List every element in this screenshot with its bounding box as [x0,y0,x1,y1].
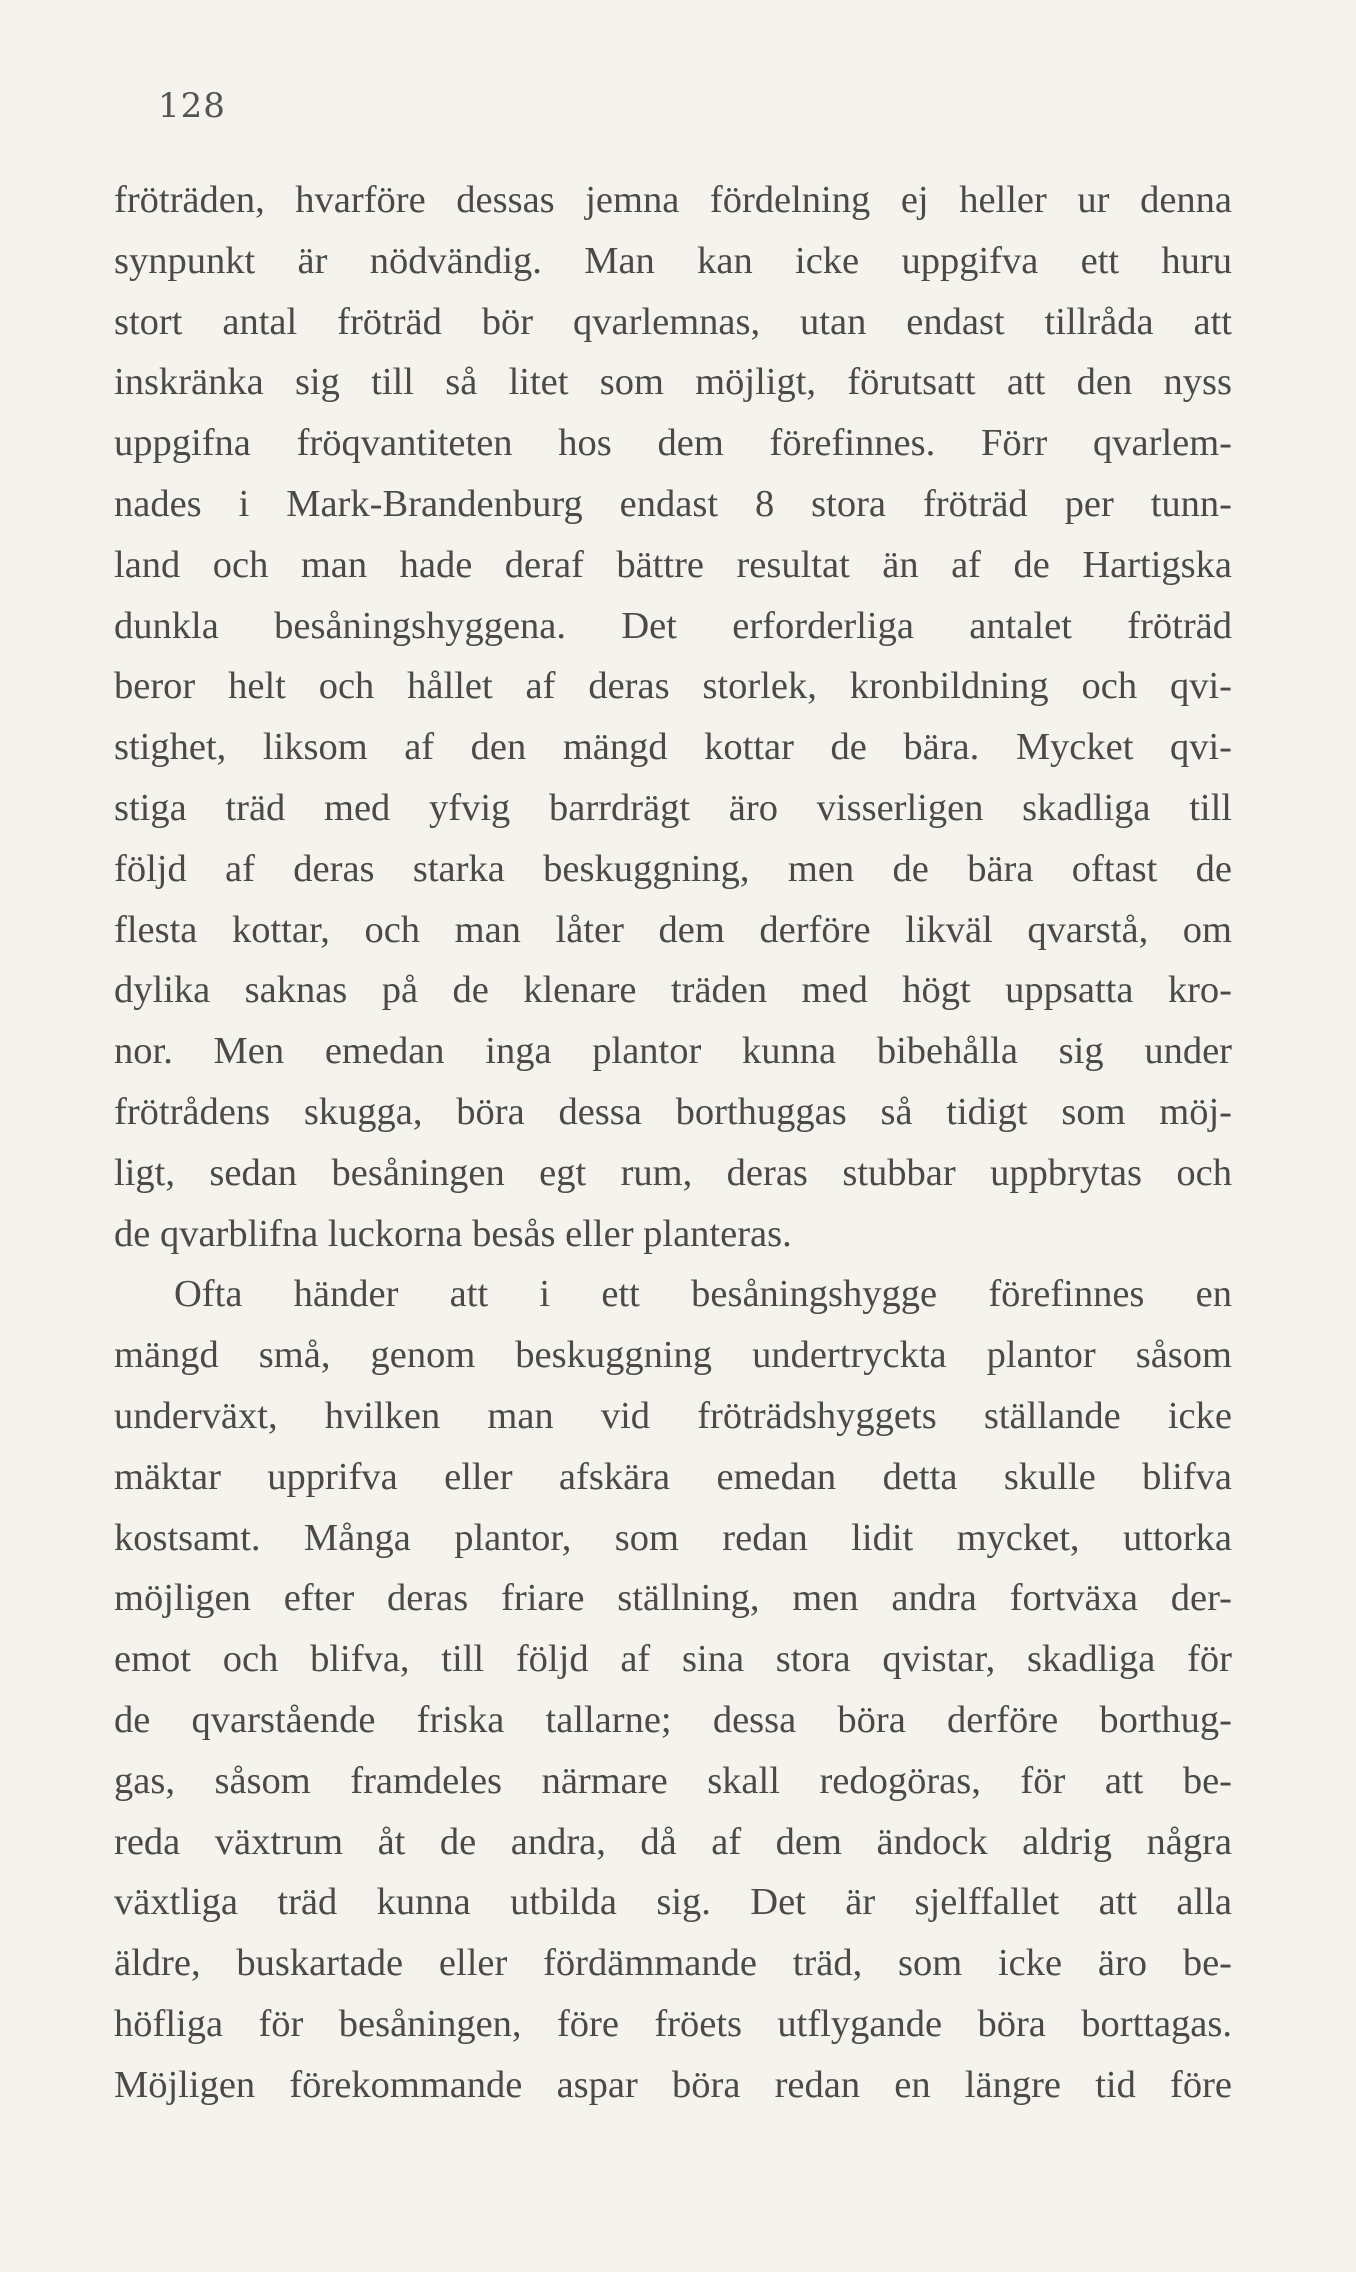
text-line: stiga träd med yfvig barrdrägt äro visserligen skadliga till [114,786,1232,829]
text-line: växtliga träd kunna utbilda sig. Det är sjelffallet att alla [114,1881,1232,1924]
text-line: de qvarstående friska tallarne; dessa böra derföre borthug- [114,1698,1232,1741]
text-line: äldre, buskartade eller fördämmande träd, som icke äro be- [114,1942,1232,1985]
text-line: kostsamt. Många plantor, som redan lidit mycket, uttorka [114,1516,1232,1559]
text-line: fröträden, hvarföre dessas jemna fördelning ej heller ur denna [114,179,1232,221]
text-line: dunkla besåningshyggena. Det erforderliga antalet fröträd [114,604,1232,647]
text-line: mängd små, genom beskuggning undertryckta plantor såsom [114,1334,1232,1377]
text-line: nades i Mark-Brandenburg endast 8 stora fröträd per tunn- [114,482,1232,525]
text-line: synpunkt är nödvändig. Man kan icke uppgifva ett huru [114,239,1232,282]
text-line: höfliga för besåningen, före fröets utflygande böra borttagas. [114,2002,1232,2045]
body-text [114,170,1232,2116]
text-line: land och man hade deraf bättre resultat än af de Hartigska [114,543,1232,586]
text-line: uppgifna fröqvantiteten hos dem förefinnes. Förr qvarlem- [114,422,1232,465]
text-line: reda växtrum åt de andra, då af dem ändock aldrig några [114,1820,1232,1863]
text-line: gas, såsom framdeles närmare skall redogöras, för att be- [114,1759,1232,1802]
text-line: nor. Men emedan inga plantor kunna bibehålla sig under [114,1030,1232,1073]
text-line: dylika saknas på de klenare träden med högt uppsatta kro- [114,969,1232,1012]
text-line: Ofta händer att i ett besåningshygge förefinnes en [174,1273,1232,1316]
text-line: Möjligen förekommande aspar böra redan en längre tid före [114,2063,1232,2106]
text-line: ligt, sedan besåningen egt rum, deras stubbar uppbrytas och [114,1151,1232,1194]
text-line: möjligen efter deras friare ställning, men andra fortväxa der- [114,1577,1232,1620]
text-line: stort antal fröträd bör qvarlemnas, utan endast tillråda att [114,300,1232,343]
text-line: stighet, liksom af den mängd kottar de bära. Mycket qvi- [114,726,1232,769]
text-line: flesta kottar, och man låter dem derföre likväl qvarstå, om [114,908,1232,951]
text-line: underväxt, hvilken man vid fröträdshyggets ställande icke [114,1394,1232,1437]
text-line: följd af deras starka beskuggning, men de bära oftast de [114,847,1232,890]
text-line: beror helt och hållet af deras storlek, kronbildning och qvi- [114,665,1232,708]
text-line: mäktar upprifva eller afskära emedan detta skulle blifva [114,1455,1232,1498]
text-line: emot och blifva, till följd af sina stora qvistar, skadliga för [114,1638,1232,1681]
text-line: frötrådens skugga, böra dessa borthuggas så tidigt som möj- [114,1090,1232,1133]
text-line: inskränka sig till så litet som möjligt, förutsatt att den nyss [114,361,1232,404]
text-line: de qvarblifna luckorna besås eller planteras. [114,1212,792,1255]
page-number: 128 [158,86,226,126]
